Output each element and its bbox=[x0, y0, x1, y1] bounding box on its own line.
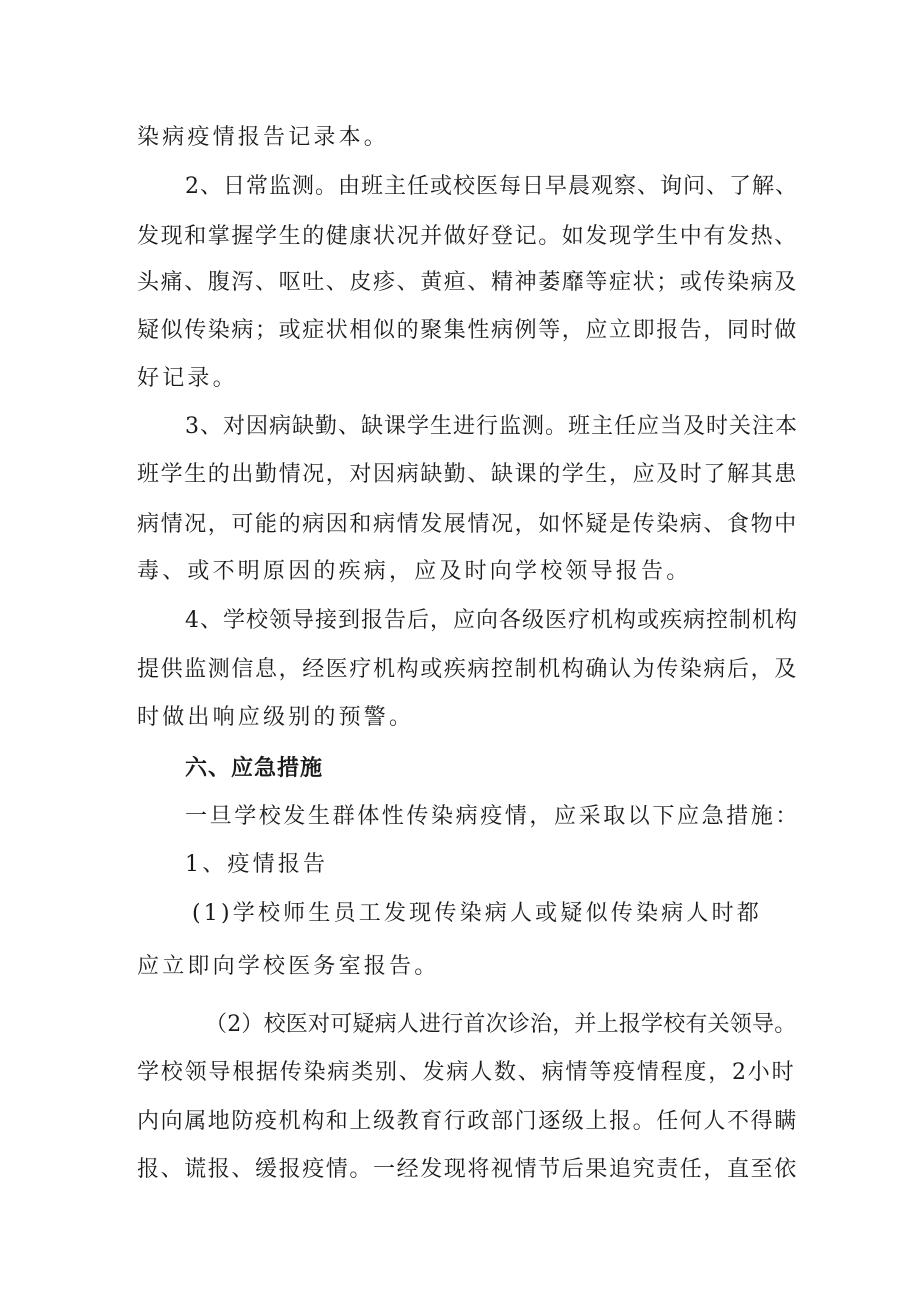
body-line: 头痛、腹泻、呕吐、皮疹、黄疸、精神萎靡等症状；或传染病及 bbox=[137, 270, 798, 295]
body-line: 4、学校领导接到报告后，应向各级医疗机构或疾病控制机构 bbox=[185, 608, 798, 633]
body-line: 报、谎报、缓报疫情。一经发现将视情节后果追究责任，直至依 bbox=[137, 1157, 798, 1182]
body-line: 班学生的出勤情况，对因病缺勤、缺课的学生，应及时了解其患 bbox=[137, 462, 798, 487]
body-line: 好记录。 bbox=[137, 366, 238, 391]
body-line: 时做出响应级别的预警。 bbox=[137, 705, 415, 730]
body-line: 毒、或不明原因的疾病，应及时向学校领导报告。 bbox=[137, 559, 692, 584]
body-line: 3、对因病缺勤、缺课学生进行监测。班主任应当及时关注本 bbox=[185, 414, 798, 439]
body-line: 2、日常监测。由班主任或校医每日早晨观察、询问、了解、 bbox=[185, 174, 798, 199]
list-item-heading: 1、疫情报告 bbox=[185, 852, 329, 877]
section-heading: 六、应急措施 bbox=[185, 756, 324, 781]
body-line: 发现和掌握学生的健康状况并做好登记。如发现学生中有发热、 bbox=[137, 224, 798, 249]
body-line: 提供监测信息，经医疗机构或疾病控制机构确认为传染病后，及 bbox=[137, 657, 798, 682]
body-line: 应立即向学校医务室报告。 bbox=[137, 954, 440, 979]
body-line: 疑似传染病；或症状相似的聚集性病例等，应立即报告，同时做 bbox=[137, 318, 798, 343]
body-line: （2）校医对可疑病人进行首次诊治，并上报学校有关领导。 bbox=[205, 1012, 797, 1037]
body-line: 内向属地防疫机构和上级教育行政部门逐级上报。任何人不得瞒 bbox=[137, 1109, 798, 1134]
body-line: 一旦学校发生群体性传染病疫情，应采取以下应急措施： bbox=[185, 804, 801, 829]
body-line: (1)学校师生员工发现传染病人或疑似传染病人时都 bbox=[192, 901, 762, 926]
body-line: 学校领导根据传染病类别、发病人数、病情等疫情程度，2小时 bbox=[137, 1060, 796, 1085]
body-line: 染病疫情报告记录本。 bbox=[137, 125, 390, 150]
body-line: 病情况，可能的病因和病情发展情况，如怀疑是传染病、食物中 bbox=[137, 512, 798, 537]
